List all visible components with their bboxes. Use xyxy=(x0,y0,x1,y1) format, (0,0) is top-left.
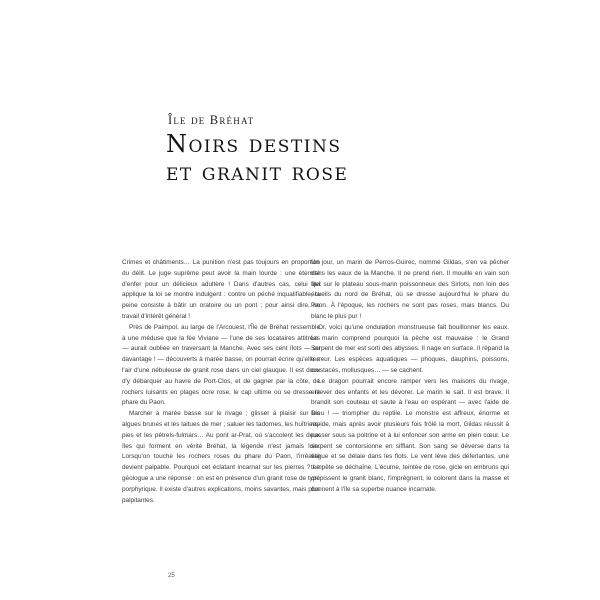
section-kicker: Île de Bréhat xyxy=(168,113,255,127)
paragraph: Près de Paimpol, au large de l'Arcouest, l'Île de Bréhat ressemble à une méduse que la fée Viviane — l'une de ses locataires attitrées — aurait oubliée en traversant la Manche. Avec ses cent îlots — ou davantage ! — découverts à marée basse, on pourrait écrire qu'elle a l'air d'une nébuleuse de granit rose dans un ciel glauque. Il est doux d'y débarquer au havre de Port-Clos, et de gagner par la côte, de rochers luisants en plages ocre rose, le cap ultime où se dresse le phare du Paon. xyxy=(122,323,320,407)
paragraph: Le dragon pourrait encore ramper vers les maisons du rivage, enlever des enfants et les dévorer. Le marin le sait. Il est brave. Il brandit son couteau et saute à l'eau en espérant — avec l'aide de Dieu ! — triompher du reptile. Le monstre est affreux, énorme et rapide, mais après avoir plusieurs fois frôlé la mort, Gildas réussit à passer sous sa poitrine et à lui enfoncer son arme en plein cœur. Le serpent se contorsionne en sifflant. Son sang se déverse dans la vague et se délaie dans les flots. Le vent lève des déferlantes, une tempête se déchaîne. L'écume, teintée de rose, gicle en embruns qui crépissent le granit blanc, l'imprègnent, le colorent dans la masse et donnent à l'île sa superbe nuance incarnate. xyxy=(311,377,509,493)
paragraph: Or, voici qu'une ondulation monstrueuse fait bouillonner les eaux. Le marin comprend pourquoi la pêche est mauvaise : le Grand Serpent de mer est sorti des abysses. Il nage en surface. Il répand la terreur. Les espèces aquatiques — phoques, dauphins, poissons, crustacés, mollusques… — se cachent. xyxy=(311,323,509,374)
paragraph: Un jour, un marin de Perros-Guirec, nommé Gildas, s'en va pêcher dans les eaux de la Manche. Il ne prend rien. Il mouille en vain son filet sur le plateau sous-marin poissonneux des Sirlots, non loin des écueils du nord de Bréhat, où se dresse aujourd'hui le phare du Paon. À l'époque, les rochers ne sont pas roses, mais blancs. Du blanc le plus pur ! xyxy=(311,259,509,320)
chapter-title xyxy=(166,130,348,186)
left-text-column xyxy=(122,258,320,506)
chapter-title-line-2: et granit rose xyxy=(166,158,349,186)
paragraph: Marcher à marée basse sur le rivage ; glisser à plaisir sur les algues brunes et les laitues de mer ; saluer les tadornes, les huîtriers-pies et les pétrels-fulmars… Au pont ar-Prat, où s'accolent les deux îles qui forment en vérité Bréhat, la légende n'est jamais loin. Lorsqu'on touche les rochers roses du phare du Paon, l'irréalité devient palpable. Pourquoi cet éclatant incarnat sur les pierres ? Le géologue a une réponse : on est en présence d'un granit rose de type porphyrique. Il existe d'autres explications, moins savantes, mais plus palpitantes. xyxy=(122,410,320,504)
right-text-column xyxy=(311,258,509,496)
paragraph: Crimes et châtiments… La punition n'est pas toujours en proportion du délit. Le juge suprême peut avoir la main lourde : une éternité d'enfer pour un délicieux adultère ! Dans d'autres cas, celui qui applique la loi se montre indulgent : contre un péché inqualifiable, la peine consiste à bâtir un oratoire ou un pont ; pour ainsi dire, un travail d'intérêt général ! xyxy=(122,259,320,320)
page-number: 25 xyxy=(168,573,175,579)
chapter-title-line-1: Noirs destins xyxy=(166,130,342,158)
